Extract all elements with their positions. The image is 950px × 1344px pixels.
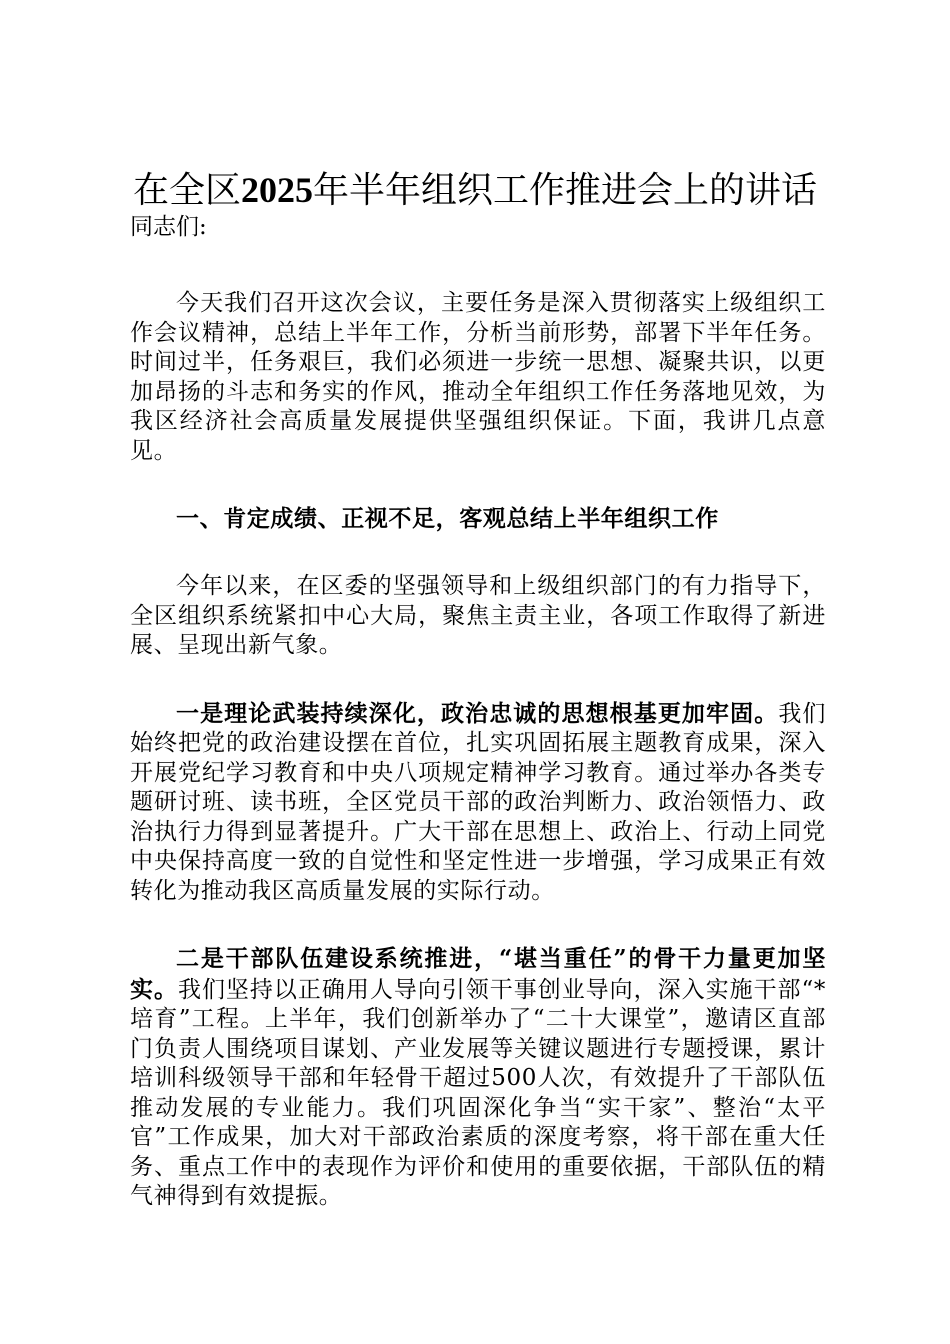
salutation: 同志们: [130, 214, 207, 240]
point-2-lead: 二是干部队伍建设系统推进，“堪当重任”的骨干力量更加坚实。 [130, 945, 826, 1003]
point-1-lead: 一是理论武装持续深化，政治忠诚的思想根基更加牢固。 [176, 699, 779, 727]
point-2-paragraph [130, 944, 826, 1212]
section-1-intro-paragraph: 今年以来，在区委的坚强领导和上级组织部门的有力指导下，全区组织系统紧扣中心大局，聚焦主责主业，各项工作取得了新进展、呈现出新气象。 [130, 573, 826, 658]
title-suffix: 年半年组织工作推进会上的讲话 [313, 170, 818, 211]
title-prefix: 在全区 [132, 170, 241, 211]
document-body [130, 210, 826, 1212]
point-2-body: 我们坚持以正确用人导向引领干事创业导向，深入实施干部“*培育”工程。上半年，我们创新举办了“二十大课堂”，邀请区直部门负责人围绕项目谋划、产业发展等关键议题进行专题授课，累计培训科级领导干部和年轻骨干超过500人次，有效提升了干部队伍推动发展的专业能力。我们巩固深化争当“实干家”、整治“太平官”工作成果，加大对干部政治素质的深度考察，将干部在重大任务、重点工作中的表现作为评价和使用的重要依据，干部队伍的精气神得到有效提振。 [130, 976, 826, 1209]
point-1-paragraph [130, 699, 826, 907]
opening-paragraph: 今天我们召开这次会议，主要任务是深入贯彻落实上级组织工作会议精神，总结上半年工作，分析当前形势，部署下半年任务。时间过半，任务艰巨，我们必须进一步统一思想、凝聚共识，以更加昂扬的斗志和务实的作风，推动全年组织工作任务落地见效，为我区经济社会高质量发展提供坚强组织保证。下面，我讲几点意见。 [130, 290, 826, 464]
section-heading-1: 一、肯定成绩、正视不足，客观总结上半年组织工作 [176, 505, 719, 532]
title-year: 2025 [241, 170, 313, 210]
point-1-body: 我们始终把党的政治建设摆在首位，扎实巩固拓展主题教育成果，深入开展党纪学习教育和中央八项规定精神学习教育。通过举办各类专题研讨班、读书班，全区党员干部的政治判断力、政治领悟力、政治执行力得到显著提升。广大干部在思想上、政治上、行动上同党中央保持高度一致的自觉性和坚定性进一步增强，学习成果正有效转化为推动我区高质量发展的实际行动。 [130, 700, 827, 904]
document-title [100, 166, 850, 215]
